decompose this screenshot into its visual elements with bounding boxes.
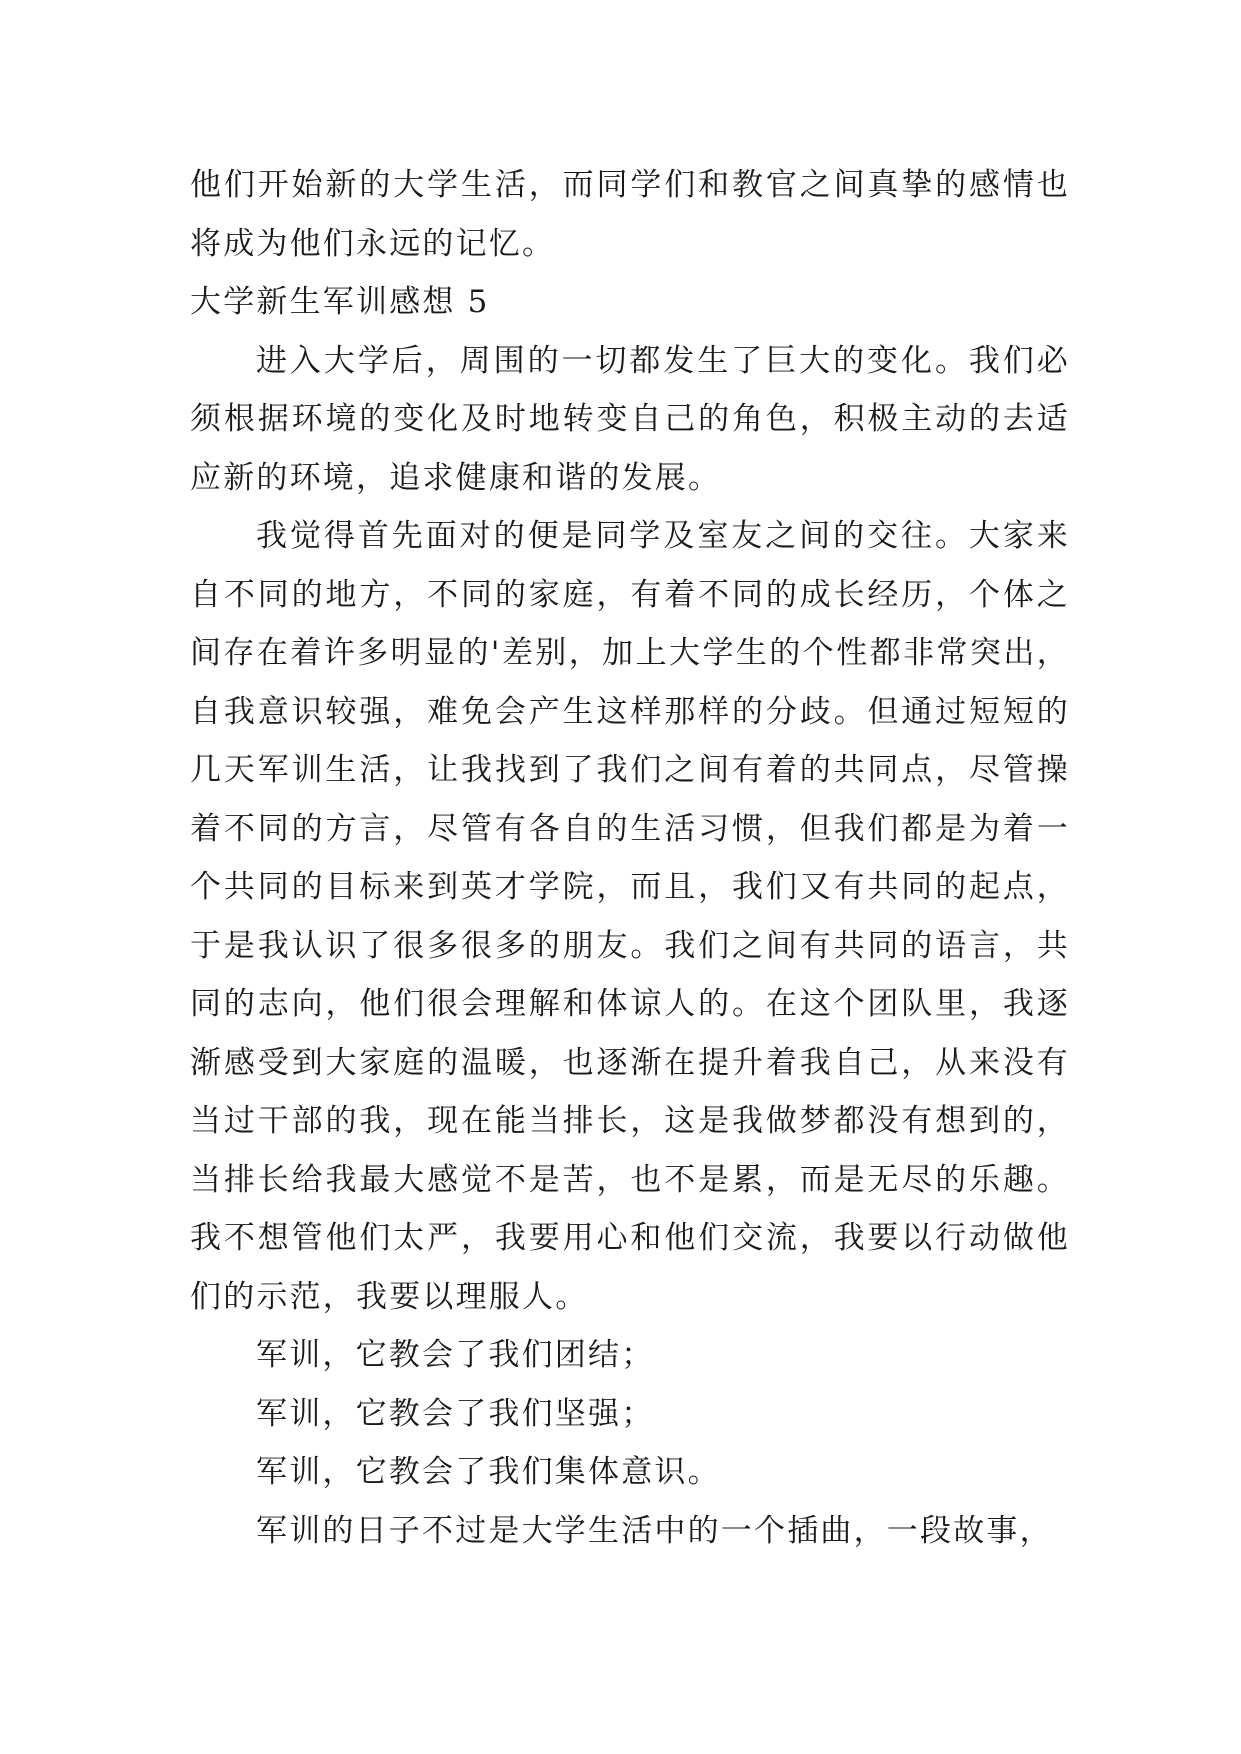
document-body <box>190 156 1070 1560</box>
paragraph: 我觉得首先面对的便是同学及室友之间的交往。大家来自不同的地方，不同的家庭，有着不同的成长经历，个体之间存在着许多明显的'差别，加上大学生的个性都非常突出，自我意识较强，难免会产生这样那样的分歧。但通过短短的几天军训生活，让我找到了我们之间有着的共同点，尽管操着不同的方言，尽管有各自的生活习惯，但我们都是为着一个共同的目标来到英才学院，而且，我们又有共同的起点，于是我认识了很多很多的朋友。我们之间有共同的语言，共同的志向，他们很会理解和体谅人的。在这个团队里，我逐渐感受到大家庭的温暖，也逐渐在提升着我自己，从来没有当过干部的我，现在能当排长，这是我做梦都没有想到的，当排长给我最大感觉不是苦，也不是累，而是无尽的乐趣。我不想管他们太严，我要用心和他们交流，我要以行动做他们的示范，我要以理服人。 <box>190 518 1070 1315</box>
paragraph: 进入大学后，周围的一切都发生了巨大的变化。我们必须根据环境的变化及时地转变自己的角色，积极主动的去适应新的环境，追求健康和谐的发展。 <box>190 342 1070 496</box>
paragraph: 军训，它教会了我们坚强； <box>256 1395 655 1432</box>
paragraph: 军训，它教会了我们集体意识。 <box>256 1454 721 1490</box>
paragraph-continuation: 他们开始新的大学生活，而同学们和教官之间真挚的感情也将成为他们永远的记忆。 <box>190 167 1070 262</box>
section-heading: 大学新生军训感想 5 <box>190 284 490 320</box>
paragraph: 军训，它教会了我们团结； <box>256 1337 655 1373</box>
paragraph: 军训的日子不过是大学生活中的一个插曲，一段故事， <box>256 1512 1053 1549</box>
